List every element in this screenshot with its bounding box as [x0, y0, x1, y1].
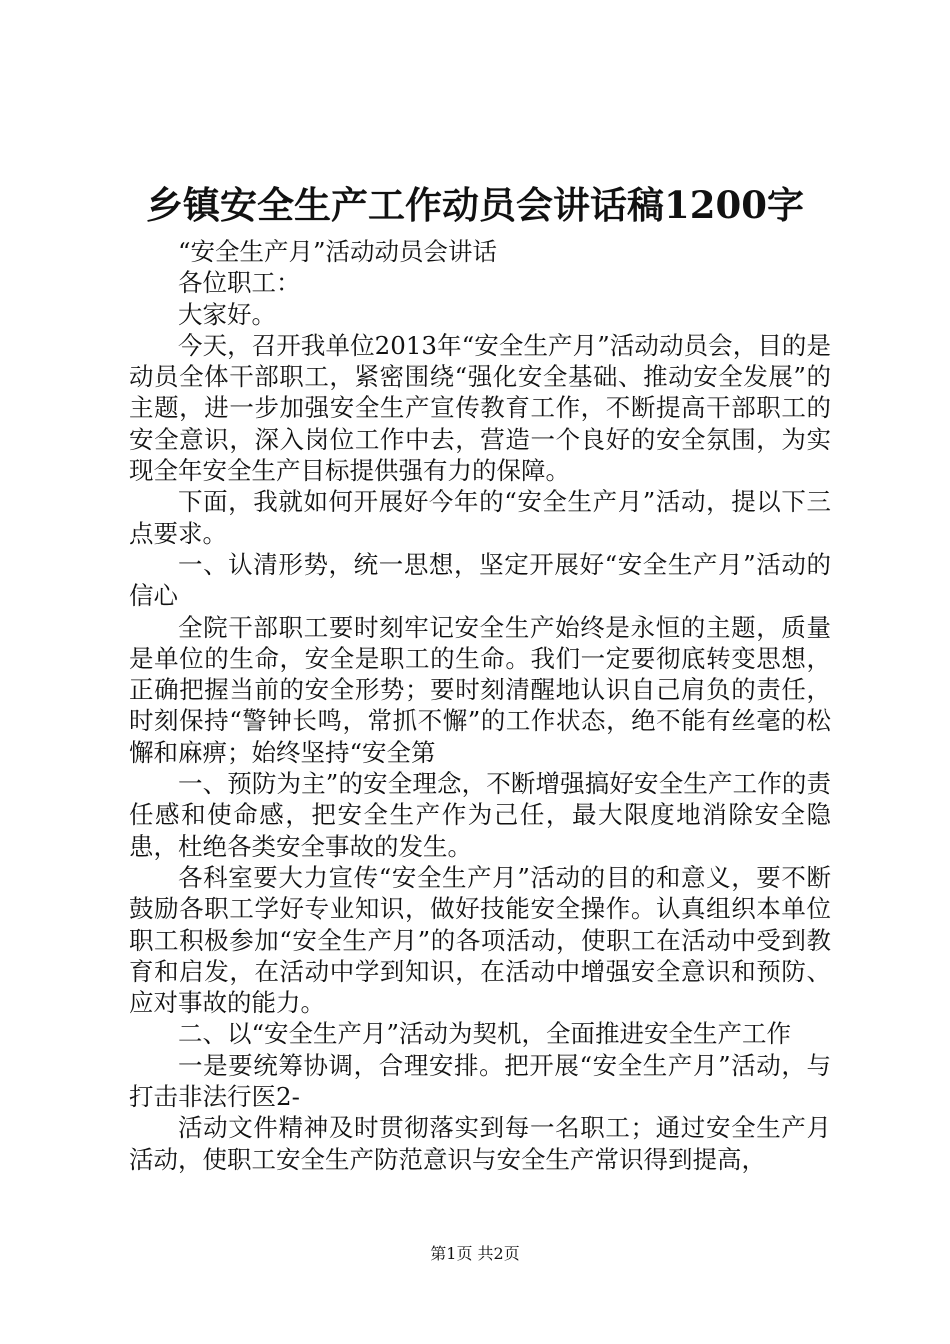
paragraph-intro: 今天，召开我单位2013年“安全生产月”活动动员会，目的是动员全体干部职工，紧密围绕“强化安全基础、推动安全发展”的主题，进一步加强安全生产宣传教育工作，不断提高干部职工的安全意识，深入岗位工作中去，营造一个良好的安全氛围，为实现全年安全生产目标提供强有力的保障。	[129, 330, 831, 486]
salutation: 各位职工：	[178, 268, 301, 298]
paragraph: 各科室要大力宣传“安全生产月”活动的目的和意义，要不断鼓励各职工学好专业知识，做好技能安全操作。认真组织本单位职工积极参加“安全生产月”的各项活动，使职工在活动中受到教育和启发，在活动中学到知识，在活动中增强安全意识和预防、应对事故的能力。	[129, 862, 831, 1018]
paragraph: 活动文件精神及时贯彻落实到每一名职工；通过安全生产月活动，使职工安全生产防范意识与安全生产常识得到提高，	[129, 1113, 831, 1174]
paragraph: 一、预防为主”的安全理念，不断增强搞好安全生产工作的责任感和使命感，把安全生产作为己任，最大限度地消除安全隐患，杜绝各类安全事故的发生。	[129, 769, 831, 861]
document-body	[129, 236, 831, 1175]
document-title: 乡镇安全生产工作动员会讲话稿1200字	[146, 183, 804, 227]
paragraph-requirements: 下面，我就如何开展好今年的“安全生产月”活动，提以下三点要求。	[129, 487, 831, 548]
section-heading-2: 二、以“安全生产月”活动为契机，全面推进安全生产工作	[178, 1019, 792, 1049]
page-footer: 第1页 共2页	[430, 1244, 520, 1263]
speech-heading: “安全生产月”活动动员会讲话	[178, 237, 498, 266]
paragraph: 全院干部职工要时刻牢记安全生产始终是永恒的主题，质量是单位的生命，安全是职工的生命。我们一定要彻底转变思想，正确把握当前的安全形势；要时刻清醒地认识自己肩负的责任，时刻保持“警钟长鸣，常抓不懈”的工作状态，绝不能有丝毫的松懈和麻痹；始终坚持“安全第	[129, 612, 831, 767]
section-heading-1: 一、认清形势，统一思想，坚定开展好“安全生产月”活动的信心	[129, 549, 831, 611]
paragraph: 一是要统筹协调，合理安排。把开展“安全生产月”活动，与打击非法行医2-	[129, 1050, 831, 1112]
greeting: 大家好。	[178, 299, 276, 329]
